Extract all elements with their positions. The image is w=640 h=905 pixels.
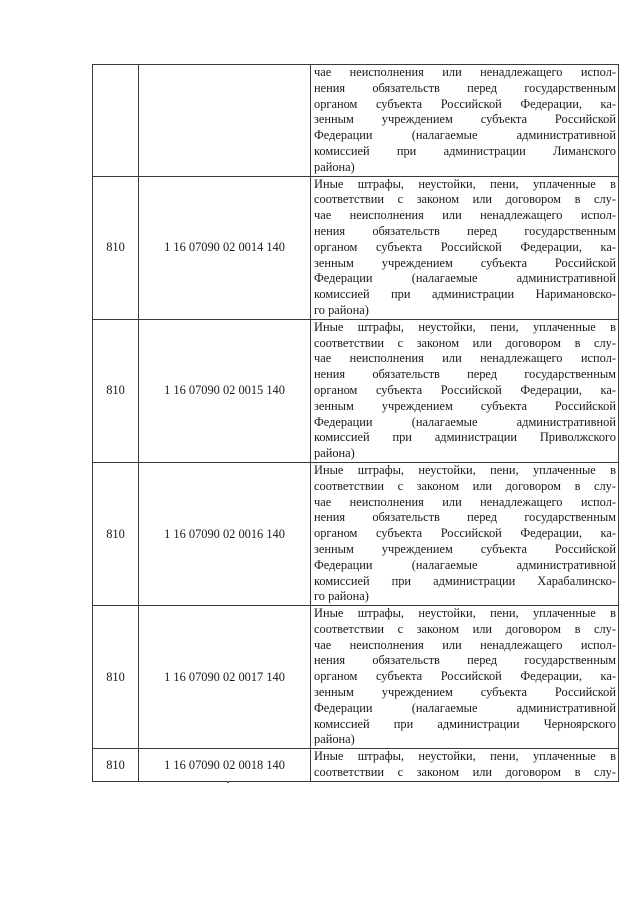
description-line: соответствии с законом или договором в слу- — [314, 478, 616, 493]
revenue-description-cell — [311, 319, 619, 462]
description-line: района) — [314, 159, 355, 174]
description-line: органом субъекта Российской Федерации, ка- — [314, 669, 616, 684]
description-line: зенным учреждением субъекта Российской — [314, 255, 616, 270]
description-line: комиссией при администрации Черноярского — [314, 716, 616, 731]
budget-classification-code-cell: 1 16 07090 02 0014 140 — [139, 176, 311, 319]
description-line: чае неисполнения или ненадлежащего испол- — [314, 637, 616, 652]
description-line: Иные штрафы, неустойки, пени, уплаченные в — [314, 606, 616, 621]
description-line: района) — [314, 446, 355, 461]
description-line: чае неисполнения или ненадлежащего испол- — [314, 351, 616, 366]
description-line: органом субъекта Российской Федерации, ка- — [314, 526, 616, 541]
description-line: соответствии с законом или договором в слу- — [314, 621, 616, 636]
description-line: комиссией при администрации Наримановско- — [314, 287, 616, 302]
chapter-code-cell: 810 — [93, 606, 139, 749]
budget-classification-code-cell: 1 16 07090 02 0017 140 — [139, 606, 311, 749]
budget-classification-code-cell — [139, 65, 311, 177]
chapter-code-cell: 810 — [93, 462, 139, 605]
description-line: нения обязательств перед государственным — [314, 510, 616, 525]
revenue-description-cell — [311, 749, 619, 782]
description-line: Федерации (налагаемые административной — [314, 557, 616, 572]
table-row — [93, 319, 619, 462]
description-line: соответствии с законом или договором в слу- — [314, 192, 616, 207]
table-row — [93, 65, 619, 177]
budget-code-table — [92, 64, 619, 782]
description-line: нения обязательств перед государственным — [314, 80, 616, 95]
budget-classification-code-cell: 1 16 07090 02 0018 140 — [139, 749, 311, 782]
chapter-code-cell: 810 — [93, 176, 139, 319]
description-line: чае неисполнения или ненадлежащего испол- — [314, 494, 616, 509]
description-line: зенным учреждением субъекта Российской — [314, 112, 616, 127]
description-line: комиссией при администрации Харабалинско- — [314, 573, 616, 588]
budget-classification-code-cell: 1 16 07090 02 0016 140 — [139, 462, 311, 605]
chapter-code-cell: 810 — [93, 749, 139, 782]
description-line: Федерации (налагаемые административной — [314, 414, 616, 429]
description-line: нения обязательств перед государственным — [314, 653, 616, 668]
description-line: соответствии с законом или договором в слу- — [314, 765, 616, 780]
description-line: органом субъекта Российской Федерации, ка- — [314, 96, 616, 111]
table-row — [93, 176, 619, 319]
revenue-description-cell — [311, 606, 619, 749]
description-line: района) — [314, 732, 355, 747]
description-line: соответствии с законом или договором в слу- — [314, 335, 616, 350]
table-row — [93, 749, 619, 782]
description-line: Иные штрафы, неустойки, пени, уплаченные в — [314, 462, 616, 477]
scan-speck — [227, 781, 229, 783]
description-line: нения обязательств перед государственным — [314, 223, 616, 238]
description-line: зенным учреждением субъекта Российской — [314, 398, 616, 413]
description-line: Федерации (налагаемые административной — [314, 128, 616, 143]
description-line: Иные штрафы, неустойки, пени, уплаченные в — [314, 319, 616, 334]
description-line: Федерации (налагаемые административной — [314, 271, 616, 286]
description-line: нения обязательств перед государственным — [314, 367, 616, 382]
description-line: Иные штрафы, неустойки, пени, уплаченные в — [314, 176, 616, 191]
chapter-code-cell: 810 — [93, 319, 139, 462]
description-line: органом субъекта Российской Федерации, ка- — [314, 239, 616, 254]
revenue-description-cell — [311, 176, 619, 319]
description-line: зенным учреждением субъекта Российской — [314, 685, 616, 700]
description-line: органом субъекта Российской Федерации, ка- — [314, 382, 616, 397]
chapter-code-cell — [93, 65, 139, 177]
description-line: го района) — [314, 302, 369, 317]
description-line: комиссией при администрации Приволжского — [314, 430, 616, 445]
description-line: Федерации (налагаемые административной — [314, 700, 616, 715]
description-line: зенным учреждением субъекта Российской — [314, 541, 616, 556]
table-row — [93, 462, 619, 605]
table-body — [93, 65, 619, 782]
description-line: Иные штрафы, неустойки, пени, уплаченные в — [314, 749, 616, 764]
description-line: чае неисполнения или ненадлежащего испол- — [314, 208, 616, 223]
revenue-description-cell — [311, 65, 619, 177]
description-line: го района) — [314, 589, 369, 604]
table-row — [93, 606, 619, 749]
budget-classification-code-cell: 1 16 07090 02 0015 140 — [139, 319, 311, 462]
description-line: комиссией при администрации Лиманского — [314, 143, 616, 158]
description-line: чае неисполнения или ненадлежащего испол- — [314, 65, 616, 79]
revenue-description-cell — [311, 462, 619, 605]
